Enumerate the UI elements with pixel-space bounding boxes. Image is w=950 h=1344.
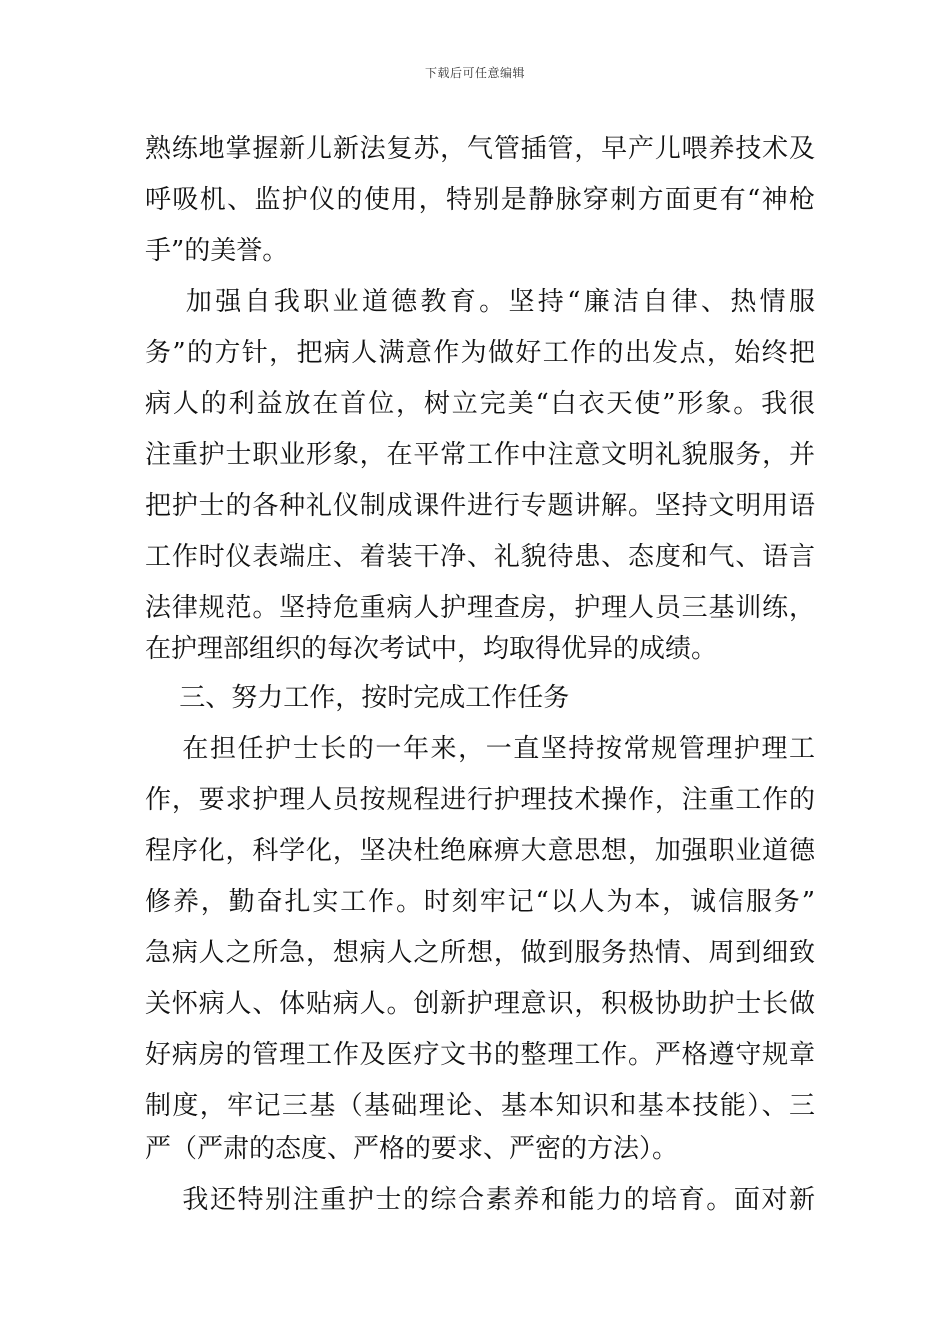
body-line: 我还特别注重护士的综合素养和能力的培育。面对新 <box>145 1185 815 1215</box>
body-line: 急病人之所急，想病人之所想，做到服务热情、周到细致 <box>145 938 815 968</box>
body-line: 在担任护士长的一年来，一直坚持按常规管理护理工 <box>145 734 815 764</box>
body-line: 关怀病人、体贴病人。创新护理意识，积极协助护士长做 <box>145 989 815 1019</box>
body-line: 在护理部组织的每次考试中，均取得优异的成绩。 <box>145 634 718 664</box>
body-line: 修养，勤奋扎实工作。时刻牢记“以人为本，诚信服务” <box>145 887 815 917</box>
header-note: 下载后可任意编辑 <box>424 66 525 80</box>
body-line: 法律规范。坚持危重病人护理查房，护理人员三基训练， <box>145 593 815 623</box>
body-line: 病人的利益放在首位，树立完美“白衣天使”形象。我很 <box>145 389 815 419</box>
body-line: 熟练地掌握新儿新法复苏，气管插管，早产儿喂养技术及 <box>145 134 815 164</box>
body-line: 工作时仪表端庄、着装干净、礼貌待患、态度和气、语言 <box>145 542 815 572</box>
body-line: 加强自我职业道德教育。坚持“廉洁自律、热情服 <box>145 287 815 317</box>
body-line: 手”的美誉。 <box>145 236 289 266</box>
body-line: 好病房的管理工作及医疗文书的整理工作。严格遵守规章 <box>145 1040 815 1070</box>
body-line: 务”的方针，把病人满意作为做好工作的出发点，始终把 <box>145 338 815 368</box>
body-line: 呼吸机、监护仪的使用，特别是静脉穿刺方面更有“神枪 <box>145 185 815 215</box>
body-line: 把护士的各种礼仪制成课件进行专题讲解。坚持文明用语 <box>145 491 815 521</box>
body-line: 程序化，科学化，坚决杜绝麻痹大意思想，加强职业道德 <box>145 836 815 866</box>
section-heading: 三、努力工作，按时完成工作任务 <box>145 683 570 713</box>
body-line: 严（严肃的态度、严格的要求、严密的方法）。 <box>145 1134 679 1164</box>
body-line: 制度，牢记三基（基础理论、基本知识和基本技能）、三 <box>145 1091 815 1121</box>
body-line: 注重护士职业形象，在平常工作中注意文明礼貌服务，并 <box>145 440 815 470</box>
body-line: 作，要求护理人员按规程进行护理技术操作，注重工作的 <box>145 785 815 815</box>
